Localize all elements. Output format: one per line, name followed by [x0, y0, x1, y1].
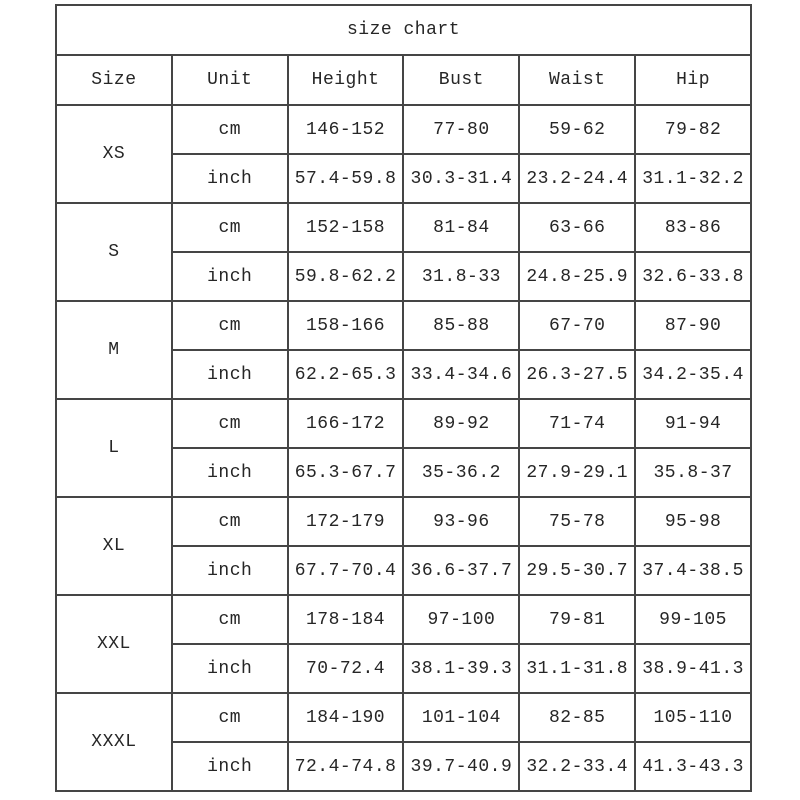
hip-value: 41.3-43.3 — [635, 742, 751, 791]
size-cell-xs: XS — [56, 105, 172, 203]
height-value: 146-152 — [288, 105, 404, 154]
waist-value: 31.1-31.8 — [519, 644, 635, 693]
size-cell-xl: XL — [56, 497, 172, 595]
height-value: 57.4-59.8 — [288, 154, 404, 203]
bust-value: 30.3-31.4 — [403, 154, 519, 203]
height-value: 152-158 — [288, 203, 404, 252]
bust-value: 38.1-39.3 — [403, 644, 519, 693]
height-value: 70-72.4 — [288, 644, 404, 693]
table-row-xl-cm — [56, 497, 751, 546]
waist-value: 82-85 — [519, 693, 635, 742]
waist-value: 75-78 — [519, 497, 635, 546]
height-value: 158-166 — [288, 301, 404, 350]
waist-value: 63-66 — [519, 203, 635, 252]
hip-value: 37.4-38.5 — [635, 546, 751, 595]
size-cell-xxxl: XXXL — [56, 693, 172, 791]
unit-cell: cm — [172, 595, 288, 644]
column-header-unit: Unit — [172, 55, 288, 105]
size-cell-m: M — [56, 301, 172, 399]
unit-cell: cm — [172, 399, 288, 448]
column-header-height: Height — [288, 55, 404, 105]
bust-value: 101-104 — [403, 693, 519, 742]
unit-cell: cm — [172, 301, 288, 350]
height-value: 184-190 — [288, 693, 404, 742]
chart-title: size chart — [56, 5, 751, 55]
waist-value: 71-74 — [519, 399, 635, 448]
column-header-size: Size — [56, 55, 172, 105]
hip-value: 31.1-32.2 — [635, 154, 751, 203]
column-header-hip: Hip — [635, 55, 751, 105]
hip-value: 79-82 — [635, 105, 751, 154]
bust-value: 77-80 — [403, 105, 519, 154]
height-value: 62.2-65.3 — [288, 350, 404, 399]
bust-value: 33.4-34.6 — [403, 350, 519, 399]
unit-cell: inch — [172, 742, 288, 791]
bust-value: 89-92 — [403, 399, 519, 448]
unit-cell: inch — [172, 252, 288, 301]
unit-cell: cm — [172, 693, 288, 742]
waist-value: 59-62 — [519, 105, 635, 154]
waist-value: 27.9-29.1 — [519, 448, 635, 497]
waist-value: 26.3-27.5 — [519, 350, 635, 399]
hip-value: 34.2-35.4 — [635, 350, 751, 399]
unit-cell: cm — [172, 105, 288, 154]
table-row-s-cm — [56, 203, 751, 252]
unit-cell: inch — [172, 448, 288, 497]
unit-cell: inch — [172, 350, 288, 399]
hip-value: 95-98 — [635, 497, 751, 546]
waist-value: 23.2-24.4 — [519, 154, 635, 203]
size-chart-container — [55, 4, 752, 792]
bust-value: 39.7-40.9 — [403, 742, 519, 791]
height-value: 65.3-67.7 — [288, 448, 404, 497]
title-row — [56, 5, 751, 55]
hip-value: 38.9-41.3 — [635, 644, 751, 693]
table-row-m-cm — [56, 301, 751, 350]
waist-value: 79-81 — [519, 595, 635, 644]
bust-value: 93-96 — [403, 497, 519, 546]
size-chart-table — [55, 4, 752, 792]
hip-value: 87-90 — [635, 301, 751, 350]
table-row-xxl-cm — [56, 595, 751, 644]
unit-cell: cm — [172, 203, 288, 252]
hip-value: 105-110 — [635, 693, 751, 742]
size-cell-s: S — [56, 203, 172, 301]
size-cell-l: L — [56, 399, 172, 497]
bust-value: 35-36.2 — [403, 448, 519, 497]
height-value: 178-184 — [288, 595, 404, 644]
height-value: 59.8-62.2 — [288, 252, 404, 301]
size-cell-xxl: XXL — [56, 595, 172, 693]
table-row-xs-cm — [56, 105, 751, 154]
bust-value: 85-88 — [403, 301, 519, 350]
bust-value: 81-84 — [403, 203, 519, 252]
waist-value: 24.8-25.9 — [519, 252, 635, 301]
unit-cell: inch — [172, 644, 288, 693]
unit-cell: cm — [172, 497, 288, 546]
bust-value: 97-100 — [403, 595, 519, 644]
hip-value: 32.6-33.8 — [635, 252, 751, 301]
hip-value: 91-94 — [635, 399, 751, 448]
height-value: 67.7-70.4 — [288, 546, 404, 595]
table-row-xxxl-cm — [56, 693, 751, 742]
header-row — [56, 55, 751, 105]
unit-cell: inch — [172, 546, 288, 595]
height-value: 166-172 — [288, 399, 404, 448]
height-value: 72.4-74.8 — [288, 742, 404, 791]
bust-value: 36.6-37.7 — [403, 546, 519, 595]
unit-cell: inch — [172, 154, 288, 203]
waist-value: 67-70 — [519, 301, 635, 350]
waist-value: 29.5-30.7 — [519, 546, 635, 595]
waist-value: 32.2-33.4 — [519, 742, 635, 791]
hip-value: 99-105 — [635, 595, 751, 644]
bust-value: 31.8-33 — [403, 252, 519, 301]
hip-value: 35.8-37 — [635, 448, 751, 497]
height-value: 172-179 — [288, 497, 404, 546]
hip-value: 83-86 — [635, 203, 751, 252]
column-header-bust: Bust — [403, 55, 519, 105]
table-row-l-cm — [56, 399, 751, 448]
column-header-waist: Waist — [519, 55, 635, 105]
